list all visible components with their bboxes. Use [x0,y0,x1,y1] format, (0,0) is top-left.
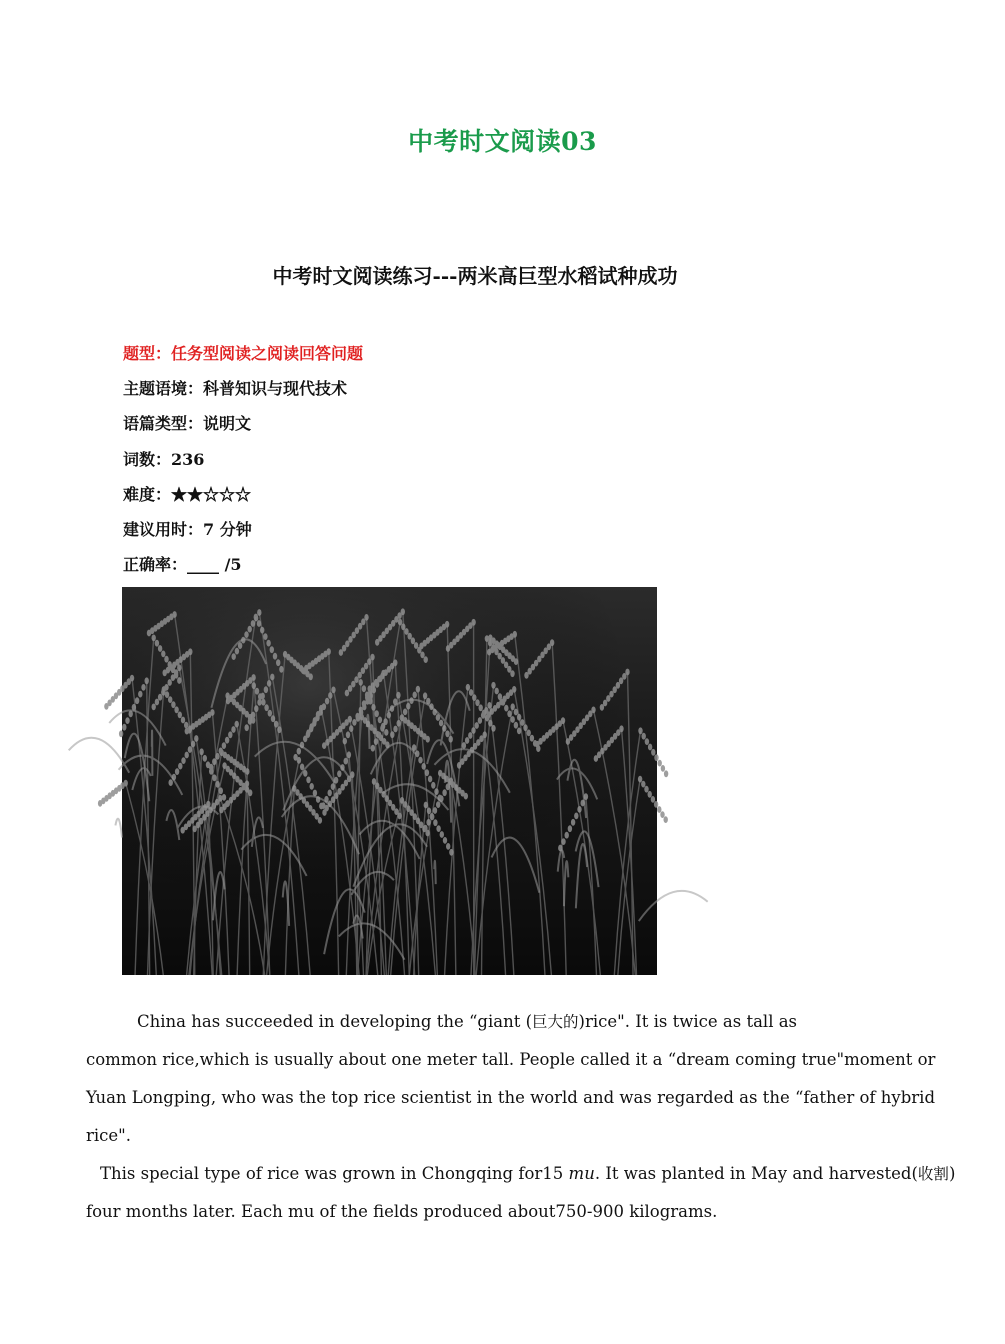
rice-grain [158,694,162,701]
rice-grain [274,721,278,728]
rice-grain [147,630,151,637]
rice-grain [191,741,195,748]
rice-grain [359,707,363,714]
suggested-time: 建议用时：7 分钟 [123,519,252,539]
rice-grain [524,672,528,679]
rice-grain [222,794,226,801]
rice-grain [600,704,604,711]
rice-grain [661,765,665,772]
rice-grain [184,722,188,729]
rice-grain [417,647,421,654]
rice-grain [427,808,431,815]
rice-grain [235,721,239,728]
paragraph-2-line-2: four months later. Each mu of the fields produced about750-900 kilograms. [86,1202,718,1221]
rice-grain [424,802,428,809]
rice-grain [122,724,126,731]
rice-grain [648,791,652,798]
rice-grain [445,730,449,737]
rice-grain [164,684,168,691]
rice-grain [152,635,156,642]
theme-context: 主题语境：科普知识与现代技术 [123,379,348,399]
question-type: 题型：任务型阅读之阅读回答问题 [123,344,364,363]
rice-grain [219,787,223,794]
rice-grain [257,699,261,706]
rice-grain [171,674,175,681]
rice-grain [475,699,479,706]
rice-grain [215,753,219,760]
rice-grain [248,626,252,633]
text-segment: China has succeeded in developing the “giant ( [137,1012,533,1031]
rice-grain [426,736,430,743]
rice-grain [244,631,248,638]
rice-grain [365,694,369,701]
rice-grain [248,718,252,725]
rice-grain [468,732,472,739]
rice-grain [465,737,469,744]
rice-grain [261,699,265,706]
rice-grain [199,748,203,755]
rice-grain [507,710,511,717]
rice-grain [185,728,189,735]
rice-grain [396,692,400,699]
rice-grain [309,673,313,680]
text-genre: 语篇类型：说明文 [123,414,252,434]
rice-grain [430,813,434,820]
rice-grain [426,819,430,826]
paragraph-1 [86,1003,936,1155]
rice-grain [255,688,259,695]
rice-grain [514,658,518,665]
rice-grain [425,830,429,837]
rice-grain [331,783,335,790]
rice-grain [352,719,356,726]
rice-grain [254,705,258,712]
rice-grain [155,699,159,706]
rice-grain [514,709,518,716]
paragraph-1-line-2: common rice,which is usually about one meter tall. People called it a “dream coming true"moment or [86,1050,936,1069]
rice-grain [377,732,381,739]
rice-grain [168,679,172,686]
rice-grain [219,748,223,755]
paragraph-1-line-1 [86,1012,797,1031]
rice-grain [425,769,429,776]
rice-grain [487,649,491,656]
rice-grain [413,692,417,699]
rice-grain [209,764,213,771]
rice-grain [566,738,570,745]
italic-unit: mu [568,1164,595,1183]
rice-grain [325,698,329,705]
rice-grain [638,776,642,783]
rice-grain [479,704,483,711]
rice-grain [414,642,418,649]
rice-grain [266,640,270,647]
rice-grain [565,832,569,839]
rice-grain [406,703,410,710]
rice-grain [312,720,316,727]
rice-grain [404,628,408,635]
rice-grain [571,819,575,826]
rice-grain [248,789,252,796]
accuracy-blank: 正确率：____ /5 [123,555,242,575]
rice-grain [279,666,283,673]
rice-grain [403,709,407,716]
rice-grain [574,813,578,820]
rice-grain [226,698,230,705]
exercise-info-list [123,343,363,589]
rice-grain [387,712,391,719]
rice-grain [163,669,167,676]
rice-grain [328,790,332,797]
rice-grain [359,679,363,686]
rice-grain [177,664,181,671]
rice-grain [443,837,447,844]
rice-grain [235,648,239,655]
rice-grain [264,686,268,693]
rice-grain [171,701,175,708]
rice-grain [517,714,521,721]
rice-grain [475,722,479,729]
rice-grain [514,722,518,729]
rice-grain [349,725,353,732]
rice-grain [457,762,461,769]
rice-grain [449,849,453,856]
rice-grain [368,685,372,692]
rice-grain [138,691,142,698]
rice-grain [331,687,335,694]
rice-grain [594,755,598,762]
rice-grain [164,656,168,663]
rice-grain [384,729,388,736]
paragraph-1-line-3: Yuan Longping, who was the top rice scientist in the world and was regarded as the “father of hybrid [86,1088,936,1107]
rice-grain [657,806,661,813]
rice-grain [245,724,249,731]
rice-grain [371,745,375,752]
rice-grain [306,777,310,784]
rice-grain [504,705,508,712]
article-body [86,1003,956,1231]
rice-grain [446,843,450,850]
rice-grain [433,819,437,826]
article-title: 中考时文阅读练习---两米高巨型水稻试种成功 [272,264,678,288]
rice-grain [129,711,133,718]
rice-grain [152,704,156,711]
rice-grain [174,669,178,676]
rice-grain [428,776,432,783]
rice-grain [181,757,185,764]
rice-grain [225,801,229,808]
text-segment: )rice". It is twice as tall as [578,1012,798,1031]
rice-grain [424,656,428,663]
rice-grain [328,692,332,699]
rice-grain [517,728,521,735]
rice-grain [488,720,492,727]
rice-grain [416,686,420,693]
rice-grain [347,751,351,758]
rice-grain [177,677,181,684]
chinese-gloss: 巨大的 [532,1013,579,1031]
rice-grain [203,755,207,762]
rice-grain [535,741,539,748]
rice-grain [398,619,402,626]
rice-grain [638,727,642,734]
rice-grain [339,649,343,656]
rice-grain [185,752,189,759]
text-segment: This special type of rice was grown in Chongqing for15 [100,1164,569,1183]
rice-grain [251,620,255,627]
rice-grain [310,783,314,790]
rice-grain [181,827,185,834]
rice-grain [245,768,249,775]
rice-grain [644,786,648,793]
rice-grain [375,710,379,717]
rice-grain [561,838,565,845]
rice-grain [119,730,123,737]
rice-grain [232,653,236,660]
rice-grain [442,789,446,796]
rice-grain [322,703,326,710]
rice-grain [174,706,178,713]
rice-grain [495,688,499,695]
rice-grain [577,806,581,813]
rice-grain [301,667,305,674]
rice-grain [478,717,482,724]
rice-grain [260,627,264,634]
rice-grain [423,692,427,699]
rice-grain [322,809,326,816]
rice-grain [520,719,524,726]
text-segment: . It was planted in May and harvested( [594,1164,918,1183]
rice-field-illustration [122,587,657,975]
rice-grain [362,700,366,707]
rice-grain [135,697,139,704]
rice-grain [345,690,349,697]
rice-grain [420,652,424,659]
rice-grain [98,800,102,807]
rice-grain [664,816,668,823]
paragraph-1-line-4: rice". [86,1126,132,1145]
rice-grain [271,715,275,722]
rice-grain [309,726,313,733]
rice-grain [511,716,515,723]
rice-grain [219,807,223,814]
rice-grain [355,713,359,720]
rice-grain [168,696,172,703]
rice-grain [510,670,514,677]
rice-grain [222,742,226,749]
rice-grain [440,831,444,838]
rice-grain [188,746,192,753]
rice-grain [104,703,108,710]
rice-grain [462,742,466,749]
rice-grain [344,758,348,765]
rice-grain [175,768,179,775]
rice-grain [568,825,572,832]
rice-grain [178,763,182,770]
rice-grain [254,615,258,622]
rice-grain [212,758,216,765]
rice-grain [651,796,655,803]
rice-grain [397,720,401,727]
rice-grain [381,723,385,730]
main-title: 中考时文阅读03 [408,127,597,156]
rice-grain [641,781,645,788]
rice-grain [530,735,534,742]
rice-grain [466,684,470,691]
rice-grain [277,726,281,733]
rice-grain [297,757,301,764]
rice-grain [178,712,182,719]
rice-grain [418,757,422,764]
paragraph-2-line-1 [86,1164,955,1183]
rice-grain [436,801,440,808]
rice-grain [258,693,262,700]
rice-grain [343,738,347,745]
rice-grain [315,715,319,722]
rice-grain [651,749,655,756]
rice-grain [469,689,473,696]
rice-grain [390,731,394,738]
rice-grain [371,704,375,711]
rice-grain [422,763,426,770]
rice-grain [397,813,401,820]
rice-grain [439,720,443,727]
rice-grain [212,774,216,781]
text-segment: ) [948,1164,956,1183]
rice-grain [645,738,649,745]
rice-grain [346,731,350,738]
paragraph-2 [86,1155,956,1231]
rice-grain [654,754,658,761]
rice-grain [264,704,268,711]
rice-grain [252,682,256,689]
rice-grain [491,682,495,689]
rice-grain [486,711,490,718]
chinese-gloss: 收割 [917,1165,949,1183]
rice-grain [527,730,531,737]
rice-grain [481,712,485,719]
rice-grain [642,733,646,740]
rice-grain [215,781,219,788]
difficulty-rating: 难度：★★☆☆☆ [123,484,252,504]
rice-grain [648,744,652,751]
rice-grain [321,802,325,809]
rice-grain [472,694,476,701]
rice-leaf [152,730,153,775]
rice-grain [654,801,658,808]
rice-grain [257,620,261,627]
rice-grain [276,659,280,666]
rice-grain [194,735,198,742]
rice-grain [374,738,378,745]
rice-grain [664,770,668,777]
rice-grain [433,807,437,814]
rice-field-photo [122,587,657,975]
rice-leaf [115,819,122,838]
rice-grain [306,731,310,738]
rice-grain [378,717,382,724]
rice-grain [491,725,495,732]
rice-grain [273,653,277,660]
rice-grain [193,826,197,833]
rice-grain [318,817,322,824]
rice-grain [431,782,435,789]
rice-grain [375,639,379,646]
rice-grain [322,742,326,749]
rice-grain [263,633,267,640]
rice-grain [270,674,274,681]
rice-grain [251,712,255,719]
rice-grain [155,640,159,647]
rice-grain [337,770,341,777]
rice-grain [393,726,397,733]
rice-grain [168,661,172,668]
rice-grain [511,703,515,710]
rice-grain [362,685,366,692]
rice-grain [487,702,491,709]
rice-grain [268,710,272,717]
rice-grain [436,825,440,832]
rice-grain [145,677,149,684]
rice-grain [169,779,173,786]
rice-grain [401,623,405,630]
rice-grain [181,717,185,724]
rice-grain [161,651,165,658]
rice-grain [411,637,415,644]
rice-grain [125,717,129,724]
rice-grain [257,609,261,616]
rice-grain [449,736,453,743]
rice-grain [523,724,527,731]
rice-grain [231,726,235,733]
rice-grain [225,737,229,744]
rice-grain [660,811,664,818]
rice-grain [464,793,468,800]
word-count: 词数：236 [123,449,205,469]
rice-grain [141,684,145,691]
rice-grain [267,680,271,687]
rice-grain [297,748,301,755]
rice-grain [158,645,162,652]
rice-grain [434,788,438,795]
rice-grain [270,646,274,653]
rice-grain [161,689,165,696]
rice-grain [471,727,475,734]
rice-grain [228,731,232,738]
rice-grain [319,709,323,716]
rice-grain [446,645,450,652]
rice-grain [658,760,662,767]
